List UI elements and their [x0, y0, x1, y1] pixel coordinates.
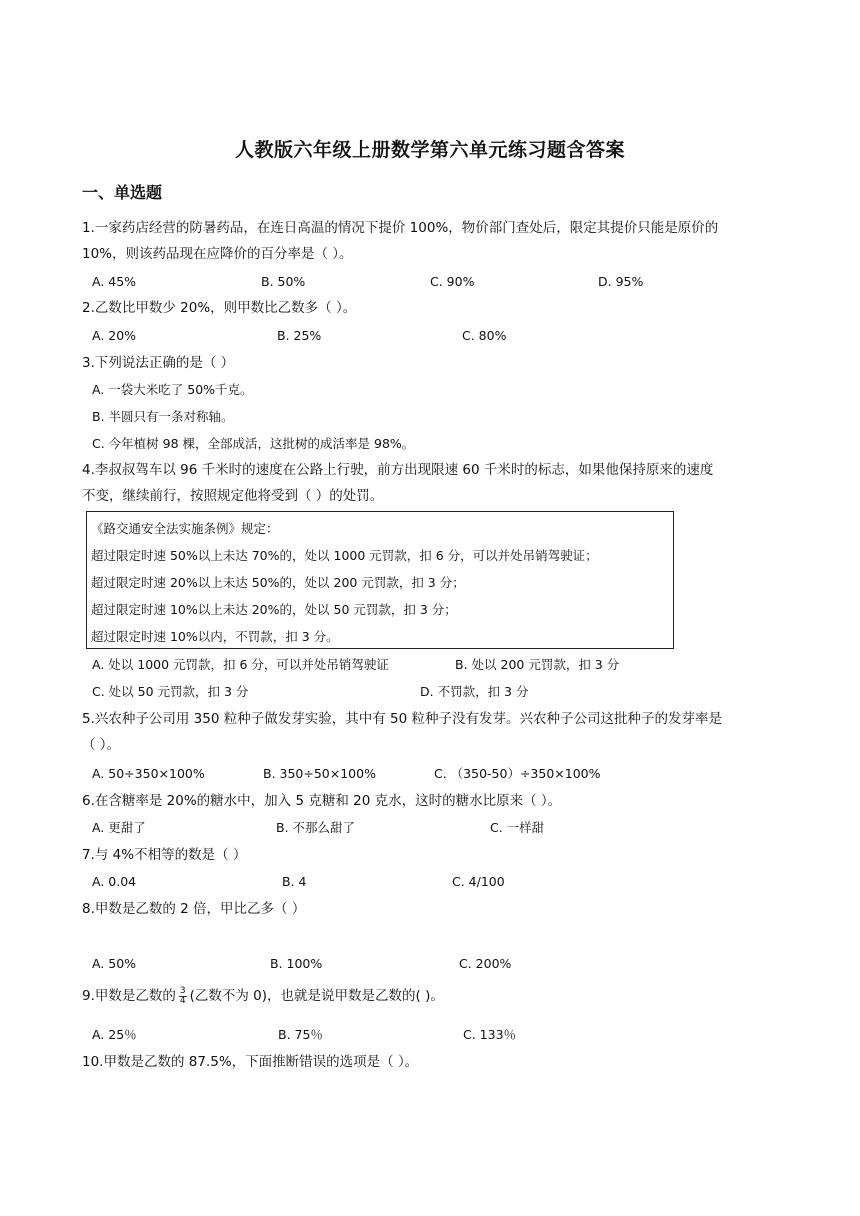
question-7-text: 7.与 4%不相等的数是（ ）	[82, 847, 247, 863]
question-6-text: 6.在含糖率是 20%的糖水中，加入 5 克糖和 20 克水，这时的糖水比原来（ ）。	[82, 793, 562, 809]
question-2-option-a: A. 20%	[92, 328, 137, 343]
regulation-line-4: 超过限定时速 10%以上未达 20%的，处以 50 元罚款，扣 3 分；	[91, 602, 457, 617]
question-6-option-b: B. 不那么甜了	[276, 820, 356, 835]
question-3-option-b: B. 半圆只有一条对称轴。	[92, 409, 234, 424]
section-heading: 一、单选题	[82, 183, 163, 202]
question-4-line-1: 4.李叔叔驾车以 96 千米时的速度在公路上行驶，前方出现限速 60 千米时的标志，如果他保持原来的速度	[82, 462, 714, 478]
question-3-option-c: C. 今年植树 98 棵，全部成活，这批树的成活率是 98%。	[92, 436, 415, 451]
question-2-option-b: B. 25%	[277, 328, 322, 343]
question-5-option-b: B. 350÷50×100%	[263, 766, 376, 781]
question-8-option-b: B. 100%	[270, 956, 323, 971]
question-2-option-c: C. 80%	[462, 328, 507, 343]
question-7-option-a: A. 0.04	[92, 874, 137, 889]
question-5-line-2: （ ）。	[82, 737, 121, 753]
regulation-line-3: 超过限定时速 20%以上未达 50%的，处以 200 元罚款，扣 3 分；	[91, 575, 465, 590]
question-9-text	[82, 986, 444, 1006]
fraction-numerator: 3	[179, 985, 186, 996]
question-1-option-c: C. 90%	[430, 274, 475, 289]
question-6-option-c: C. 一样甜	[490, 820, 545, 835]
question-3-text: 3.下列说法正确的是（ ）	[82, 355, 235, 371]
question-7-option-b: B. 4	[282, 874, 307, 889]
question-1-line-2: 10%，则该药品现在应降价的百分率是（ ）。	[82, 246, 353, 262]
question-8-option-c: C. 200%	[459, 956, 512, 971]
question-2-text: 2.乙数比甲数少 20%，则甲数比乙数多（ ）。	[82, 300, 357, 316]
regulation-line-1: 《路交通安全法实施条例》规定：	[91, 521, 279, 536]
question-9-option-c: C. 133％	[463, 1027, 517, 1042]
question-1-option-d: D. 95%	[598, 274, 644, 289]
question-9-prefix: 9.甲数是乙数的	[82, 988, 176, 1004]
question-8-text: 8.甲数是乙数的 2 倍，甲比乙多（ ）	[82, 901, 306, 917]
question-9-option-a: A. 25％	[92, 1027, 137, 1042]
question-4-option-d: D. 不罚款，扣 3 分	[420, 684, 529, 699]
fraction-denominator: 4	[179, 995, 186, 1006]
question-4-line-2: 不变，继续前行，按照规定他将受到（ ）的处罚。	[82, 488, 384, 504]
question-5-line-1: 5.兴农种子公司用 350 粒种子做发芽实验，其中有 50 粒种子没有发芽。兴农种子公司这批种子的发芽率是	[82, 711, 722, 727]
question-3-option-a: A. 一袋大米吃了 50%千克。	[92, 382, 253, 397]
question-1-option-b: B. 50%	[261, 274, 306, 289]
regulation-line-2: 超过限定时速 50%以上未达 70%的，处以 1000 元罚款，扣 6 分，可以并处吊销驾驶证；	[91, 548, 598, 563]
regulation-line-5: 超过限定时速 10%以内，不罚款，扣 3 分。	[91, 629, 339, 644]
question-10-text: 10.甲数是乙数的 87.5%，下面推断错误的选项是（ ）。	[82, 1054, 419, 1070]
question-4-option-a: A. 处以 1000 元罚款，扣 6 分，可以并处吊销驾驶证	[92, 657, 389, 672]
question-4-option-c: C. 处以 50 元罚款，扣 3 分	[92, 684, 249, 699]
question-9-suffix: (乙数不为 0)，也就是说甲数是乙数的( )。	[189, 988, 444, 1004]
question-5-option-c: C. （350-50）÷350×100%	[434, 766, 601, 781]
question-1-line-1: 1.一家药店经营的防暑药品，在连日高温的情况下提价 100%，物价部门查处后，限定其提价只能是原价的	[82, 220, 719, 236]
fraction-three-quarters	[179, 987, 187, 1006]
regulation-box	[86, 511, 674, 649]
question-4-option-b: B. 处以 200 元罚款，扣 3 分	[455, 657, 620, 672]
question-8-option-a: A. 50%	[92, 956, 137, 971]
question-6-option-a: A. 更甜了	[92, 820, 146, 835]
question-1-option-a: A. 45%	[92, 274, 137, 289]
question-7-option-c: C. 4/100	[452, 874, 505, 889]
question-5-option-a: A. 50÷350×100%	[92, 766, 205, 781]
page-title: 人教版六年级上册数学第六单元练习题含答案	[234, 139, 625, 161]
question-9-option-b: B. 75％	[278, 1027, 323, 1042]
